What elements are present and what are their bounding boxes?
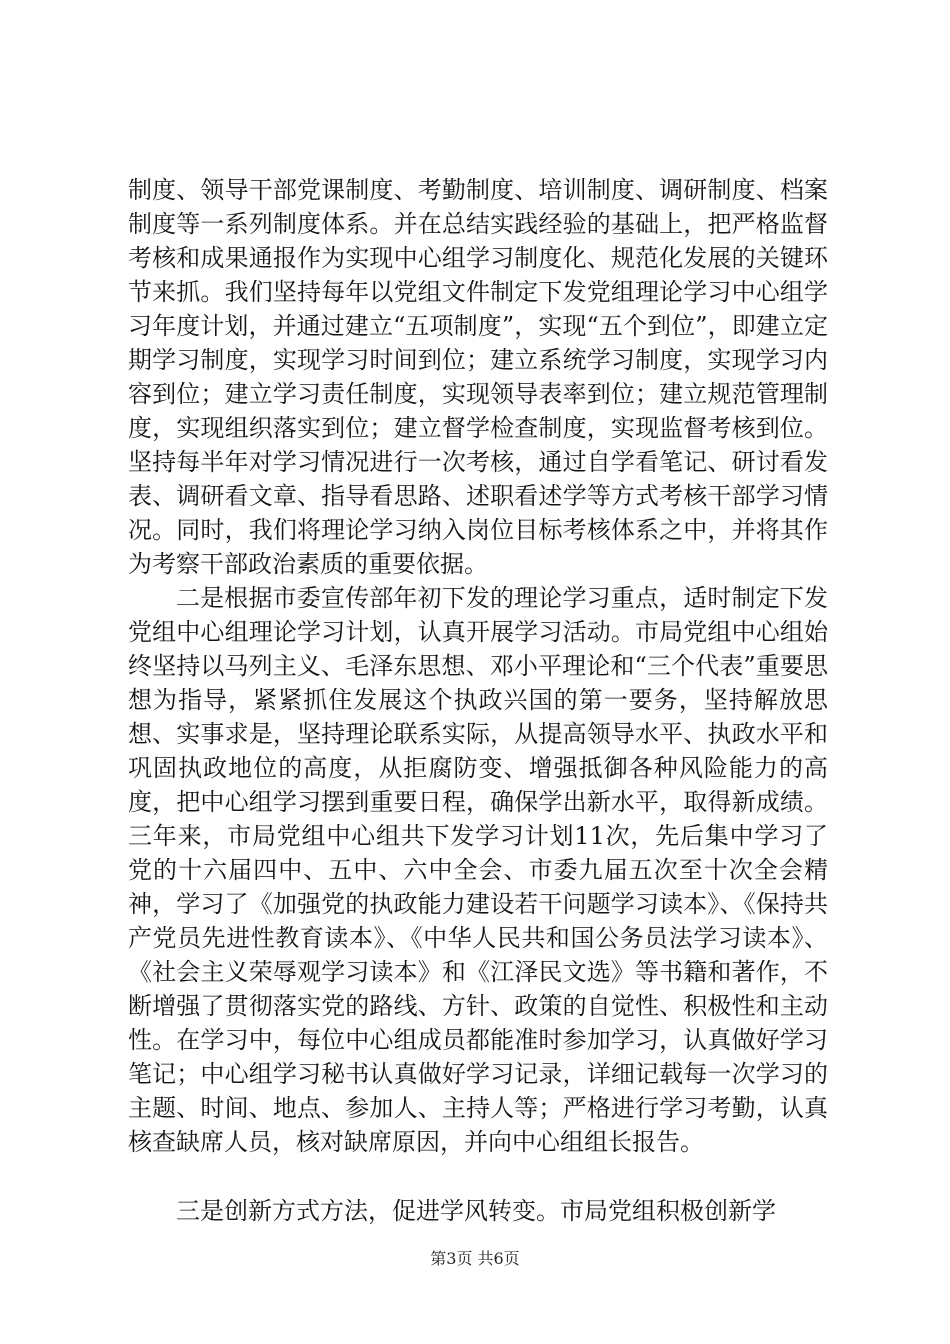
paragraph-3: 三是创新方式方法，促进学风转变。市局党组积极创新学 [176, 1197, 776, 1225]
document-body [128, 173, 828, 1228]
paragraph-2: 二是根据市委宣传部年初下发的理论学习重点，适时制定下发党组中心组理论学习计划，认真开展学习活动。市局党组中心组始终坚持以马列主义、毛泽东思想、邓小平理论和“三个代表”重要思想为指导，紧紧抓住发展这个执政兴国的第一要务，坚持解放思想、实事求是，坚持理论联系实际，从提高领导水平、执政水平和巩固执政地位的高度，从拒腐防变、增强抵御各种风险能力的高度，把中心组学习摆到重要日程，确保学出新水平，取得新成绩。三年来，市局党组中心组共下发学习计划11次，先后集中学习了党的十六届四中、五中、六中全会、市委九届五次至十次全会精神，学习了《加强党的执政能力建设若干问题学习读本》、《保持共产党员先进性教育读本》、《中华人民共和国公务员法学习读本》、《社会主义荣辱观学习读本》和《江泽民文选》等书籍和著作，不断增强了贯彻落实党的路线、方针、政策的自觉性、积极性和主动性。在学习中，每位中心组成员都能准时参加学习，认真做好学习笔记；中心组学习秘书认真做好学习记录，详细记载每一次学习的主题、时间、地点、参加人、主持人等；严格进行学习考勤，认真核查缺席人员，核对缺席原因，并向中心组组长报告。 [128, 584, 828, 1156]
paragraph-1: 制度、领导干部党课制度、考勤制度、培训制度、调研制度、档案制度等一系列制度体系。并在总结实践经验的基础上，把严格监督考核和成果通报作为实现中心组学习制度化、规范化发展的关键环节来抓。我们坚持每年以党组文件制定下发党组理论学习中心组学习年度计划，并通过建立“五项制度”，实现“五个到位”，即建立定期学习制度，实现学习时间到位；建立系统学习制度，实现学习内容到位；建立学习责任制度，实现领导表率到位；建立规范管理制度，实现组织落实到位；建立督学检查制度，实现监督考核到位。坚持每半年对学习情况进行一次考核，通过自学看笔记、研讨看发表、调研看文章、指导看思路、述职看述学等方式考核干部学习情况。同时，我们将理论学习纳入岗位目标考核体系之中，并将其作为考察干部政治素质的重要依据。 [128, 176, 828, 578]
page-footer: 第3页 共6页 [430, 1249, 520, 1268]
